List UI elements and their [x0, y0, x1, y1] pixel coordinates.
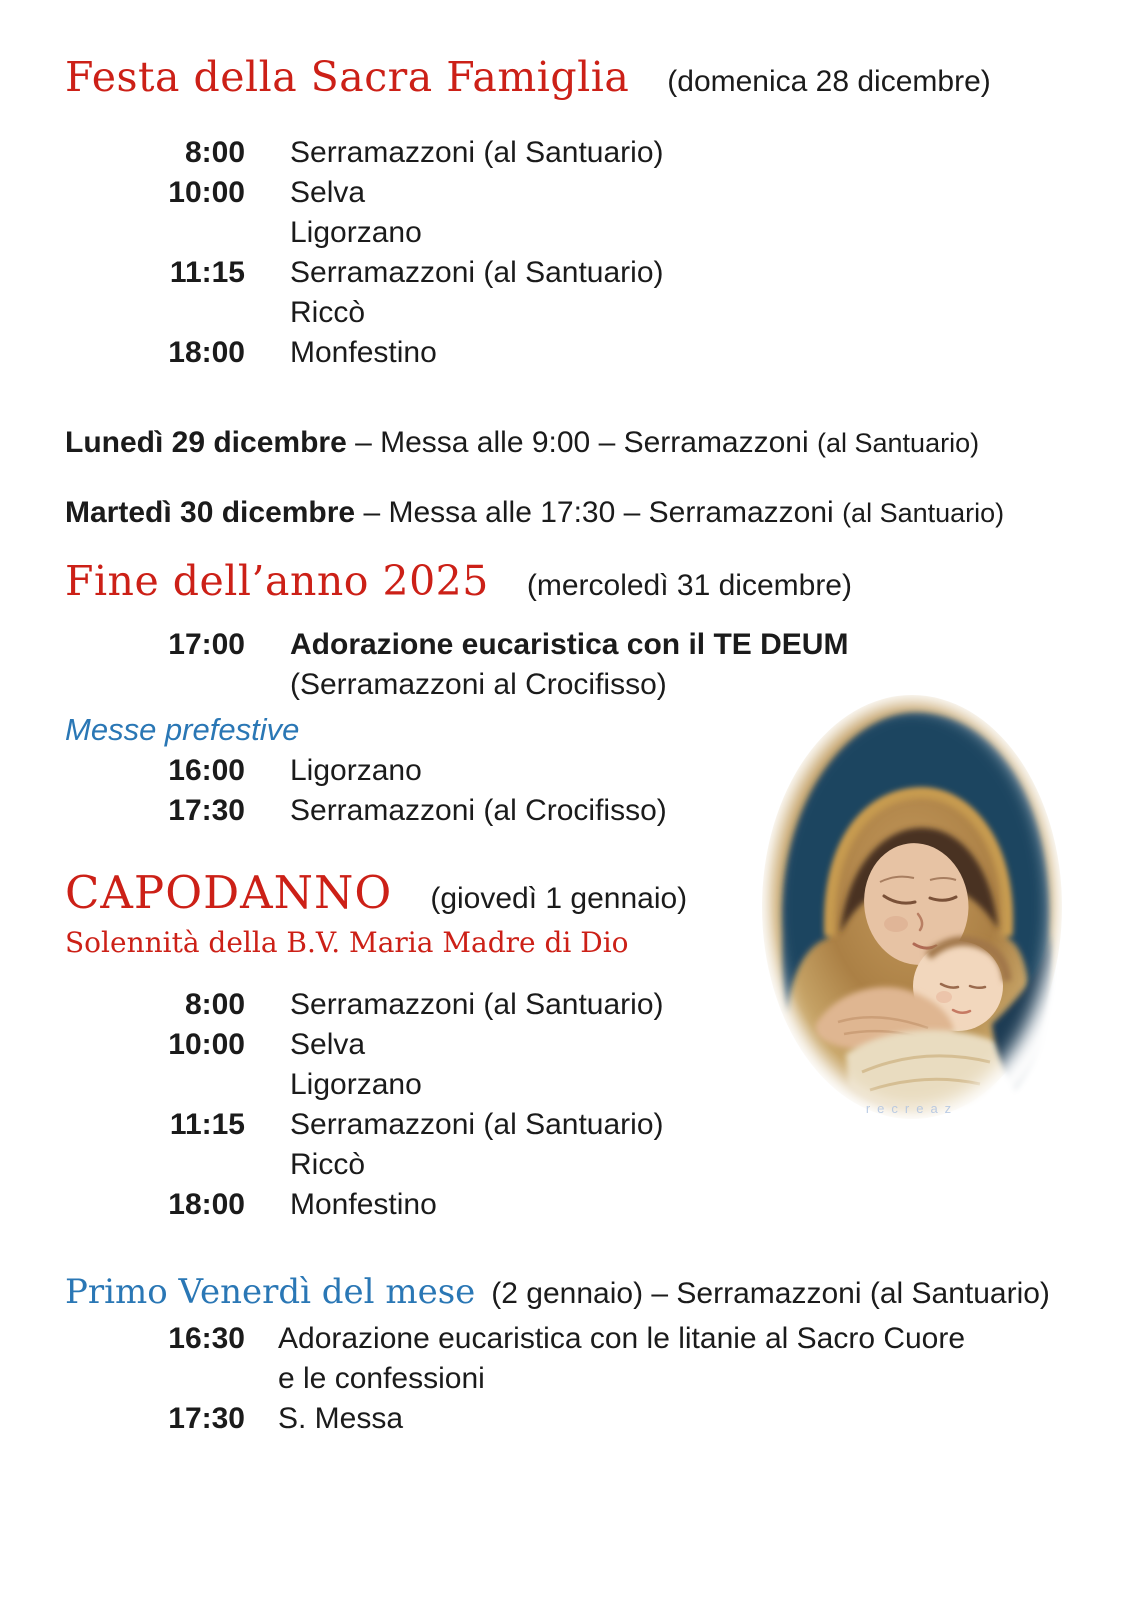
madonna-illustration: [758, 692, 1066, 1122]
event-description: S. Messa: [278, 1402, 404, 1435]
mass-row: [65, 1145, 1090, 1185]
mass-time: 17:30: [168, 1402, 245, 1435]
mass-time: 10:00: [168, 176, 245, 209]
mass-row: [65, 133, 1090, 173]
capodanno-title: CAPODANNO: [65, 866, 393, 919]
mass-place: Serramazzoni (al Santuario): [290, 136, 664, 169]
mass-time: 17:30: [168, 794, 245, 827]
mass-place: Serramazzoni (al Santuario): [290, 988, 664, 1021]
mass-time: [65, 1145, 245, 1185]
mass-place: Riccò: [290, 1148, 366, 1181]
mass-place: Selva: [290, 176, 366, 209]
madonna-and-child-image: [758, 692, 1066, 1122]
weekday-name: Lunedì 29 dicembre: [65, 426, 347, 459]
mass-time: 10:00: [168, 1028, 245, 1061]
mass-time: [65, 1065, 245, 1105]
mass-place: Serramazzoni (al Santuario): [290, 1108, 664, 1141]
mass-row: [65, 333, 1090, 373]
fine-anno-date: (mercoledì 31 dicembre): [526, 569, 852, 602]
primo-venerdi-heading: [65, 1271, 1090, 1313]
primo-venerdi-title: Primo Venerdì del mese: [65, 1272, 476, 1312]
mass-place: Ligorzano: [290, 754, 422, 787]
mass-time: 18:00: [168, 1188, 245, 1221]
weekday-mass-info: – Messa alle 9:00 – Serramazzoni: [355, 426, 809, 459]
mass-time: 17:00: [168, 628, 245, 661]
mass-row: [65, 1359, 1090, 1399]
festa-title: Festa della Sacra Famiglia: [65, 53, 630, 101]
mass-place: Serramazzoni (al Crocifisso): [290, 794, 667, 827]
fine-anno-heading: [65, 559, 1090, 603]
weekday-mass-location: (al Santuario): [842, 498, 1005, 528]
mass-place: Ligorzano: [290, 1068, 422, 1101]
event-description: Adorazione eucaristica con le litanie al Sacro Cuore: [278, 1322, 966, 1355]
mass-time: 11:15: [169, 256, 245, 289]
adorazione-title: Adorazione eucaristica con il TE DEUM: [290, 628, 849, 661]
primo-venerdi-schedule: [65, 1319, 1090, 1439]
messe-prefestive-label: Messe prefestive: [65, 712, 300, 747]
mass-row: [65, 173, 1090, 213]
mass-row: [65, 1185, 1090, 1225]
mass-time: [65, 293, 245, 333]
mass-row: [65, 625, 1090, 665]
weekday-line-martedi: [65, 493, 1090, 533]
event-description-cont: e le confessioni: [278, 1362, 485, 1395]
adorazione-location: (Serramazzoni al Crocifisso): [290, 668, 667, 701]
mass-time: 18:00: [168, 336, 245, 369]
mass-place: Ligorzano: [290, 216, 422, 249]
mass-row: [65, 1399, 1090, 1439]
weekday-mass-info: – Messa alle 17:30 – Serramazzoni: [363, 496, 834, 529]
festa-heading: [65, 55, 1090, 99]
mass-place: Serramazzoni (al Santuario): [290, 256, 664, 289]
mass-place: Riccò: [290, 296, 366, 329]
capodanno-date: (giovedì 1 gennaio): [430, 882, 688, 915]
mass-row: [65, 293, 1090, 333]
mass-time: 16:30: [168, 1322, 245, 1355]
mass-row: [65, 213, 1090, 253]
mass-time: 8:00: [184, 136, 245, 169]
primo-venerdi-date: (2 gennaio) – Serramazzoni (al Santuario): [491, 1277, 1050, 1310]
fine-anno-title: Fine dell’anno 2025: [65, 557, 489, 605]
mass-place: Selva: [290, 1028, 366, 1061]
mass-time: 8:00: [184, 988, 245, 1021]
solennita-subtitle: Solennità della B.V. Maria Madre di Dio: [65, 926, 629, 959]
mass-place: Monfestino: [290, 1188, 437, 1221]
mass-time: [65, 213, 245, 253]
mass-row: [65, 1319, 1090, 1359]
mass-row: [65, 253, 1090, 293]
weekday-name: Martedì 30 dicembre: [65, 496, 356, 529]
weekday-mass-location: (al Santuario): [817, 428, 980, 458]
festa-date: (domenica 28 dicembre): [667, 65, 991, 98]
mass-place: Monfestino: [290, 336, 437, 369]
mass-time: 16:00: [168, 754, 245, 787]
festa-schedule: [65, 133, 1090, 373]
image-watermark: recreaz: [865, 1101, 959, 1116]
weekday-line-lunedi: [65, 423, 1090, 463]
mass-time: 11:15: [169, 1108, 245, 1141]
